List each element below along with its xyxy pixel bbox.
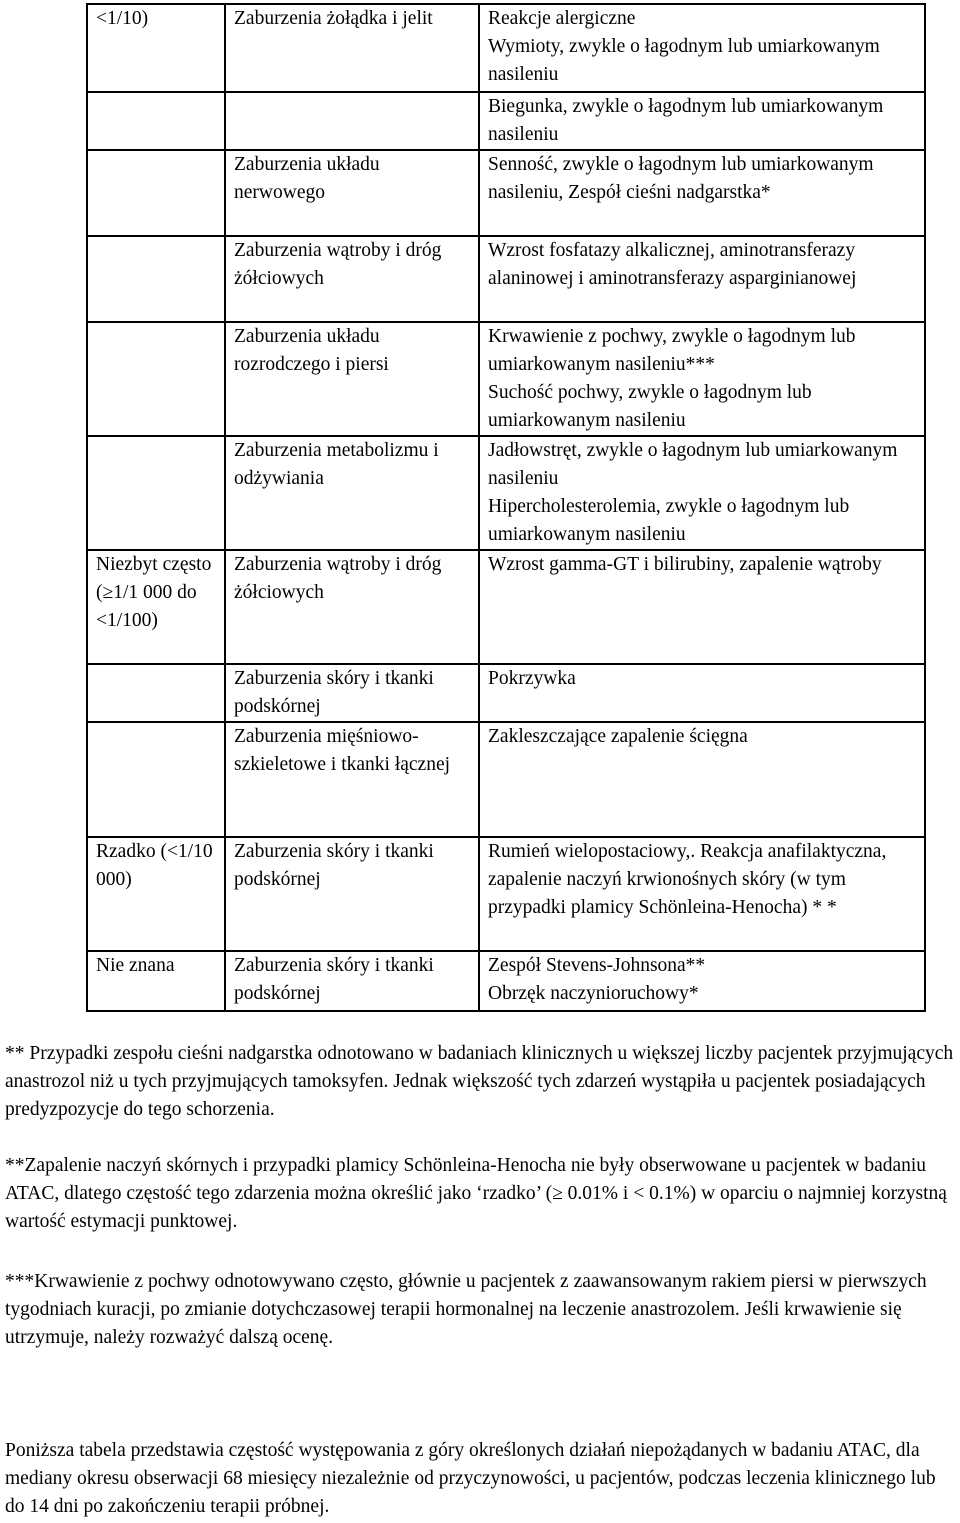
footnote-text: **Zapalenie naczyń skórnych i przypadki plamicy Schönleina-Henocha nie były obserwowane u pacjentek w badaniu ATAC, dlatego częstość tego zdarzenia można określić jako ‘rzadko’ (≥ 0.01% i < 0.1%) w oparciu o najmniej korzystną wartość estymacji punktowej. [5, 1155, 947, 1232]
adverse-effect-cell [479, 951, 925, 1011]
adverse-effect-text: Wymioty, zwykle o łagodnym lub umiarkowanym nasileniu [488, 36, 880, 85]
organ-class-cell [225, 150, 479, 236]
adverse-effect-text: Rumień wielopostaciowy,. Reakcja anafilaktyczna, zapalenie naczyń krwionośnych skóry (w tym przypadki plamicy Schönleina-Henocha) * * [488, 841, 887, 918]
adverse-effect-cell [479, 150, 925, 236]
frequency-cell [87, 664, 225, 722]
table-row [87, 837, 925, 951]
table-row [87, 92, 925, 150]
table-row [87, 664, 925, 722]
table-body [87, 4, 925, 1011]
organ-class-cell [225, 4, 479, 92]
adverse-effect-cell [479, 722, 925, 837]
frequency-cell [87, 951, 225, 1011]
table-row [87, 722, 925, 837]
frequency-cell [87, 150, 225, 236]
table-row [87, 951, 925, 1011]
organ-class-label: Zaburzenia wątroby i dróg żółciowych [234, 240, 442, 289]
organ-class-label: Zaburzenia wątroby i dróg żółciowych [234, 554, 442, 603]
adverse-effect-text: Suchość pochwy, zwykle o łagodnym lub umiarkowanym nasileniu [488, 382, 812, 431]
adverse-effect-text: Krwawienie z pochwy, zwykle o łagodnym lub umiarkowanym nasileniu*** [488, 326, 856, 375]
frequency-label: <1/10) [96, 8, 149, 29]
table-row [87, 236, 925, 322]
organ-class-label: Zaburzenia mięśniowo-szkieletowe i tkanki łącznej [234, 726, 451, 775]
frequency-cell [87, 4, 225, 92]
frequency-label: Nie znana [96, 955, 175, 976]
adverse-effect-text: Wzrost fosfatazy alkalicznej, aminotransferazy alaninowej i aminotransferazy asparginianowej [488, 240, 857, 289]
frequency-cell [87, 550, 225, 664]
adverse-effect-text: Pokrzywka [488, 668, 576, 689]
organ-class-cell [225, 236, 479, 322]
frequency-cell [87, 436, 225, 550]
organ-class-cell [225, 322, 479, 436]
adverse-effect-cell [479, 236, 925, 322]
organ-class-label: Zaburzenia żołądka i jelit [234, 8, 433, 29]
table-row [87, 4, 925, 92]
frequency-label: Niezbyt często (≥1/1 000 do <1/100) [96, 554, 212, 631]
table-row [87, 436, 925, 550]
adverse-effect-text: Zakleszczające zapalenie ścięgna [488, 726, 748, 747]
frequency-cell [87, 92, 225, 150]
intro-paragraph [5, 1437, 955, 1521]
frequency-cell [87, 837, 225, 951]
adverse-effect-cell [479, 550, 925, 664]
footnote-text: ***Krwawienie z pochwy odnotowywano często, głównie u pacjentek z zaawansowanym rakiem piersi w pierwszych tygodniach kuracji, po zmianie dotychczasowej terapii hormonalnej na leczenie anastrozolem. Jeśli krwawienie się utrzymuje, należy rozważyć dalszą ocenę. [5, 1271, 927, 1348]
frequency-cell [87, 322, 225, 436]
table-row [87, 550, 925, 664]
organ-class-cell [225, 550, 479, 664]
organ-class-cell [225, 436, 479, 550]
footnote-vasculitis [5, 1152, 955, 1236]
adverse-effect-text: Wzrost gamma-GT i bilirubiny, zapalenie wątroby [488, 554, 882, 575]
adverse-reactions-table [86, 3, 926, 1012]
organ-class-label: Zaburzenia metabolizmu i odżywiania [234, 440, 439, 489]
frequency-label: Rzadko (<1/10 000) [96, 841, 213, 890]
table-row [87, 150, 925, 236]
organ-class-cell [225, 722, 479, 837]
organ-class-cell [225, 664, 479, 722]
adverse-effect-cell [479, 837, 925, 951]
organ-class-label: Zaburzenia układu rozrodczego i piersi [234, 326, 389, 375]
adverse-effect-text: Biegunka, zwykle o łagodnym lub umiarkowanym nasileniu [488, 96, 884, 145]
adverse-effect-text: Obrzęk naczynioruchowy* [488, 983, 699, 1004]
footnote-carpal-tunnel [5, 1040, 955, 1124]
adverse-effect-cell [479, 664, 925, 722]
adverse-effect-text: Jadłowstręt, zwykle o łagodnym lub umiarkowanym nasileniu [488, 440, 898, 489]
organ-class-cell [225, 92, 479, 150]
frequency-cell [87, 722, 225, 837]
adverse-effect-text: Reakcje alergiczne [488, 8, 636, 29]
adverse-effect-text: Zespół Stevens-Johnsona** [488, 955, 706, 976]
adverse-effect-cell [479, 436, 925, 550]
organ-class-label: Zaburzenia skóry i tkanki podskórnej [234, 668, 434, 717]
adverse-effect-cell [479, 4, 925, 92]
frequency-cell [87, 236, 225, 322]
organ-class-cell [225, 837, 479, 951]
adverse-effect-cell [479, 92, 925, 150]
footnote-vaginal-bleeding [5, 1268, 955, 1352]
table-row [87, 322, 925, 436]
organ-class-label: Zaburzenia skóry i tkanki podskórnej [234, 955, 434, 1004]
paragraph-text: Poniższa tabela przedstawia częstość występowania z góry określonych działań niepożądanych w badaniu ATAC, dla mediany okresu obserwacji 68 miesięcy niezależnie od przyczynowości, u pacjentów, podczas leczenia klinicznego lub do 14 dni po zakończeniu terapii próbnej. [5, 1440, 936, 1517]
footnote-text: ** Przypadki zespołu cieśni nadgarstka odnotowano w badaniach klinicznych u większej liczby pacjentek przyjmujących anastrozol niż u tych przyjmujących tamoksyfen. Jednak większość tych zdarzeń wystąpiła u pacjentek posiadających predyzpozycje do tego schorzenia. [5, 1043, 954, 1120]
adverse-effect-text: Hipercholesterolemia, zwykle o łagodnym lub umiarkowanym nasileniu [488, 496, 850, 545]
organ-class-label: Zaburzenia skóry i tkanki podskórnej [234, 841, 434, 890]
organ-class-cell [225, 951, 479, 1011]
adverse-effect-text: Senność, zwykle o łagodnym lub umiarkowanym nasileniu, Zespół cieśni nadgarstka* [488, 154, 874, 203]
organ-class-label: Zaburzenia układu nerwowego [234, 154, 380, 203]
adverse-effect-cell [479, 322, 925, 436]
